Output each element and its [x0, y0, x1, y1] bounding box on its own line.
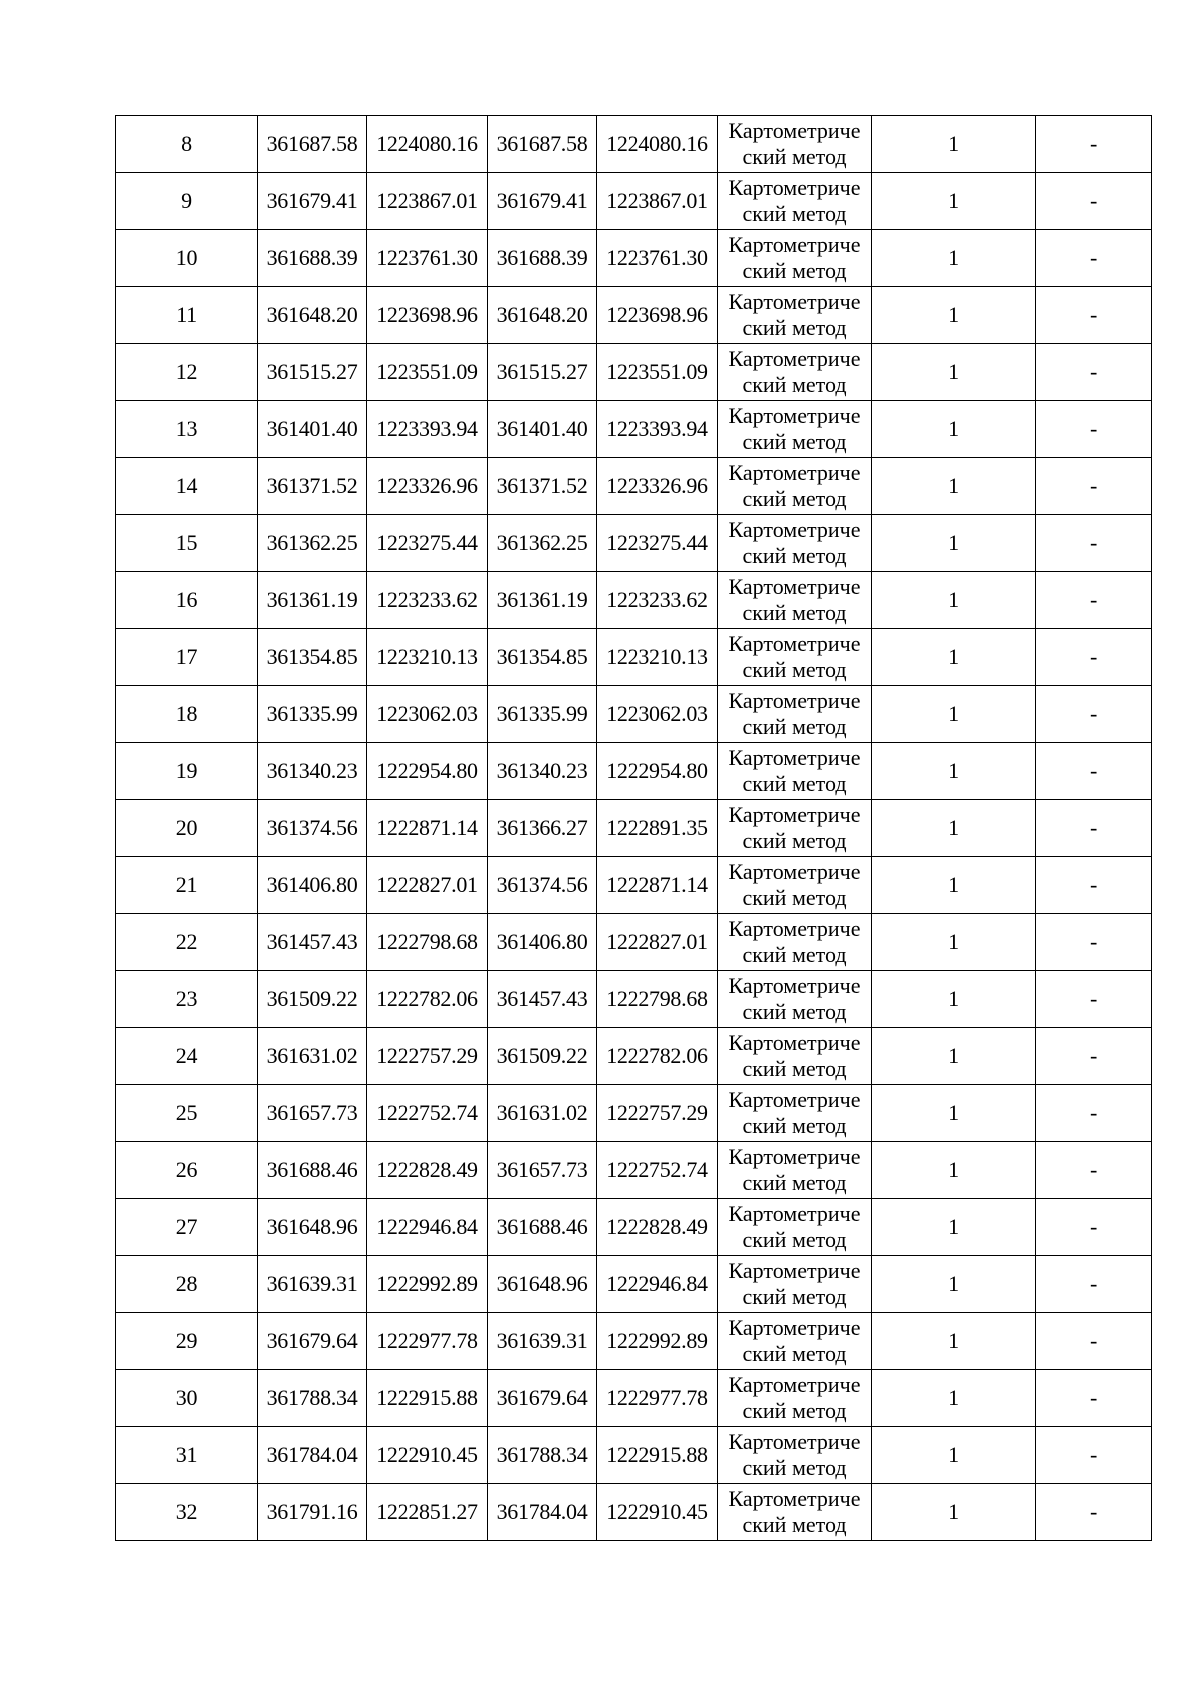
point-number-cell: 13: [116, 401, 258, 458]
note-cell: -: [1036, 629, 1152, 686]
point-number-cell: 17: [116, 629, 258, 686]
y-coordinate-previous-cell: 1222828.49: [597, 1199, 718, 1256]
note-cell: -: [1036, 116, 1152, 173]
accuracy-cell: 1: [872, 971, 1036, 1028]
method-text-line-1: Картометриче: [728, 175, 861, 200]
table-row: [116, 1427, 1152, 1484]
note-cell: -: [1036, 857, 1152, 914]
table-row: [116, 686, 1152, 743]
note-cell: -: [1036, 686, 1152, 743]
x-coordinate-cell: 361362.25: [258, 515, 367, 572]
note-cell: -: [1036, 1085, 1152, 1142]
method-text-line-1: Картометриче: [728, 1258, 861, 1283]
method-cell: [718, 629, 872, 686]
y-coordinate-cell: 1223326.96: [367, 458, 488, 515]
method-text-line-2: ский метод: [742, 1227, 847, 1252]
coordinates-table: [115, 115, 1152, 1541]
method-cell: [718, 287, 872, 344]
x-coordinate-cell: 361687.58: [258, 116, 367, 173]
x-coordinate-previous-cell: 361371.52: [488, 458, 597, 515]
x-coordinate-previous-cell: 361631.02: [488, 1085, 597, 1142]
method-text-line-2: ский метод: [742, 657, 847, 682]
method-text-line-1: Картометриче: [728, 232, 861, 257]
method-text-line-1: Картометриче: [728, 1144, 861, 1169]
y-coordinate-previous-cell: 1223551.09: [597, 344, 718, 401]
y-coordinate-previous-cell: 1222757.29: [597, 1085, 718, 1142]
method-text-line-2: ский метод: [742, 429, 847, 454]
method-text-line-2: ский метод: [742, 258, 847, 283]
y-coordinate-cell: 1222946.84: [367, 1199, 488, 1256]
accuracy-cell: 1: [872, 1427, 1036, 1484]
y-coordinate-previous-cell: 1223393.94: [597, 401, 718, 458]
accuracy-cell: 1: [872, 1370, 1036, 1427]
x-coordinate-cell: 361679.64: [258, 1313, 367, 1370]
y-coordinate-cell: 1223210.13: [367, 629, 488, 686]
method-cell: [718, 1484, 872, 1541]
point-number-cell: 25: [116, 1085, 258, 1142]
y-coordinate-cell: 1222910.45: [367, 1427, 488, 1484]
method-text-line-2: ский метод: [742, 999, 847, 1024]
x-coordinate-previous-cell: 361784.04: [488, 1484, 597, 1541]
x-coordinate-cell: 361648.96: [258, 1199, 367, 1256]
x-coordinate-previous-cell: 361688.39: [488, 230, 597, 287]
x-coordinate-previous-cell: 361401.40: [488, 401, 597, 458]
x-coordinate-previous-cell: 361687.58: [488, 116, 597, 173]
note-cell: -: [1036, 401, 1152, 458]
method-text-line-1: Картометриче: [728, 916, 861, 941]
point-number-cell: 32: [116, 1484, 258, 1541]
table-row: [116, 230, 1152, 287]
y-coordinate-previous-cell: 1223867.01: [597, 173, 718, 230]
note-cell: -: [1036, 572, 1152, 629]
y-coordinate-previous-cell: 1222946.84: [597, 1256, 718, 1313]
point-number-cell: 11: [116, 287, 258, 344]
y-coordinate-cell: 1222954.80: [367, 743, 488, 800]
table-row: [116, 173, 1152, 230]
method-cell: [718, 173, 872, 230]
method-cell: [718, 572, 872, 629]
method-cell: [718, 1370, 872, 1427]
method-text-line-1: Картометриче: [728, 1201, 861, 1226]
accuracy-cell: 1: [872, 1085, 1036, 1142]
accuracy-cell: 1: [872, 515, 1036, 572]
y-coordinate-cell: 1223393.94: [367, 401, 488, 458]
method-text-line-1: Картометриче: [728, 1315, 861, 1340]
method-text-line-1: Картометриче: [728, 460, 861, 485]
y-coordinate-cell: 1222757.29: [367, 1028, 488, 1085]
point-number-cell: 9: [116, 173, 258, 230]
x-coordinate-cell: 361515.27: [258, 344, 367, 401]
table-row: [116, 116, 1152, 173]
y-coordinate-cell: 1223551.09: [367, 344, 488, 401]
method-text-line-2: ский метод: [742, 1455, 847, 1480]
table-row: [116, 1085, 1152, 1142]
point-number-cell: 18: [116, 686, 258, 743]
point-number-cell: 24: [116, 1028, 258, 1085]
x-coordinate-cell: 361688.39: [258, 230, 367, 287]
x-coordinate-cell: 361679.41: [258, 173, 367, 230]
y-coordinate-cell: 1222782.06: [367, 971, 488, 1028]
x-coordinate-previous-cell: 361648.96: [488, 1256, 597, 1313]
point-number-cell: 22: [116, 914, 258, 971]
point-number-cell: 31: [116, 1427, 258, 1484]
y-coordinate-previous-cell: 1222915.88: [597, 1427, 718, 1484]
method-text-line-2: ский метод: [742, 828, 847, 853]
x-coordinate-previous-cell: 361354.85: [488, 629, 597, 686]
method-text-line-2: ский метод: [742, 486, 847, 511]
x-coordinate-cell: 361354.85: [258, 629, 367, 686]
y-coordinate-previous-cell: 1222782.06: [597, 1028, 718, 1085]
note-cell: -: [1036, 1427, 1152, 1484]
method-cell: [718, 1085, 872, 1142]
method-cell: [718, 1313, 872, 1370]
note-cell: -: [1036, 914, 1152, 971]
y-coordinate-previous-cell: 1223275.44: [597, 515, 718, 572]
method-cell: [718, 857, 872, 914]
accuracy-cell: 1: [872, 344, 1036, 401]
method-cell: [718, 743, 872, 800]
accuracy-cell: 1: [872, 230, 1036, 287]
y-coordinate-cell: 1222828.49: [367, 1142, 488, 1199]
y-coordinate-previous-cell: 1223233.62: [597, 572, 718, 629]
y-coordinate-previous-cell: 1223326.96: [597, 458, 718, 515]
table-row: [116, 287, 1152, 344]
method-cell: [718, 344, 872, 401]
note-cell: -: [1036, 1256, 1152, 1313]
accuracy-cell: 1: [872, 743, 1036, 800]
x-coordinate-cell: 361361.19: [258, 572, 367, 629]
y-coordinate-cell: 1222798.68: [367, 914, 488, 971]
y-coordinate-previous-cell: 1222977.78: [597, 1370, 718, 1427]
accuracy-cell: 1: [872, 173, 1036, 230]
y-coordinate-previous-cell: 1223062.03: [597, 686, 718, 743]
x-coordinate-cell: 361648.20: [258, 287, 367, 344]
note-cell: -: [1036, 971, 1152, 1028]
accuracy-cell: 1: [872, 857, 1036, 914]
accuracy-cell: 1: [872, 287, 1036, 344]
accuracy-cell: 1: [872, 1199, 1036, 1256]
table-row: [116, 344, 1152, 401]
method-text-line-1: Картометриче: [728, 1429, 861, 1454]
y-coordinate-cell: 1222977.78: [367, 1313, 488, 1370]
y-coordinate-cell: 1223698.96: [367, 287, 488, 344]
note-cell: -: [1036, 1370, 1152, 1427]
x-coordinate-cell: 361791.16: [258, 1484, 367, 1541]
note-cell: -: [1036, 1142, 1152, 1199]
table-row: [116, 401, 1152, 458]
method-text-line-1: Картометриче: [728, 688, 861, 713]
method-text-line-2: ский метод: [742, 1284, 847, 1309]
note-cell: -: [1036, 287, 1152, 344]
x-coordinate-previous-cell: 361648.20: [488, 287, 597, 344]
note-cell: -: [1036, 515, 1152, 572]
y-coordinate-cell: 1222851.27: [367, 1484, 488, 1541]
x-coordinate-previous-cell: 361515.27: [488, 344, 597, 401]
accuracy-cell: 1: [872, 401, 1036, 458]
method-cell: [718, 1142, 872, 1199]
y-coordinate-cell: 1222827.01: [367, 857, 488, 914]
method-text-line-2: ский метод: [742, 1512, 847, 1537]
x-coordinate-previous-cell: 361788.34: [488, 1427, 597, 1484]
note-cell: -: [1036, 173, 1152, 230]
x-coordinate-cell: 361406.80: [258, 857, 367, 914]
y-coordinate-previous-cell: 1222992.89: [597, 1313, 718, 1370]
x-coordinate-previous-cell: 361361.19: [488, 572, 597, 629]
x-coordinate-previous-cell: 361457.43: [488, 971, 597, 1028]
y-coordinate-previous-cell: 1222798.68: [597, 971, 718, 1028]
x-coordinate-previous-cell: 361406.80: [488, 914, 597, 971]
note-cell: -: [1036, 1484, 1152, 1541]
method-cell: [718, 1199, 872, 1256]
x-coordinate-cell: 361509.22: [258, 971, 367, 1028]
note-cell: -: [1036, 800, 1152, 857]
y-coordinate-cell: 1222871.14: [367, 800, 488, 857]
y-coordinate-cell: 1222752.74: [367, 1085, 488, 1142]
table-row: [116, 1142, 1152, 1199]
table-row: [116, 572, 1152, 629]
y-coordinate-cell: 1223867.01: [367, 173, 488, 230]
method-cell: [718, 1427, 872, 1484]
method-text-line-2: ский метод: [742, 942, 847, 967]
method-text-line-2: ский метод: [742, 714, 847, 739]
y-coordinate-previous-cell: 1222910.45: [597, 1484, 718, 1541]
table-row: [116, 1028, 1152, 1085]
x-coordinate-cell: 361371.52: [258, 458, 367, 515]
note-cell: -: [1036, 458, 1152, 515]
method-text-line-1: Картометриче: [728, 1087, 861, 1112]
accuracy-cell: 1: [872, 914, 1036, 971]
method-cell: [718, 230, 872, 287]
note-cell: -: [1036, 230, 1152, 287]
accuracy-cell: 1: [872, 572, 1036, 629]
method-text-line-2: ский метод: [742, 315, 847, 340]
point-number-cell: 30: [116, 1370, 258, 1427]
table-row: [116, 1199, 1152, 1256]
y-coordinate-previous-cell: 1224080.16: [597, 116, 718, 173]
x-coordinate-previous-cell: 361340.23: [488, 743, 597, 800]
note-cell: -: [1036, 1313, 1152, 1370]
method-text-line-2: ский метод: [742, 1341, 847, 1366]
point-number-cell: 23: [116, 971, 258, 1028]
method-cell: [718, 800, 872, 857]
table-row: [116, 1484, 1152, 1541]
y-coordinate-previous-cell: 1222752.74: [597, 1142, 718, 1199]
y-coordinate-previous-cell: 1223698.96: [597, 287, 718, 344]
table-body: [116, 116, 1152, 1541]
point-number-cell: 21: [116, 857, 258, 914]
point-number-cell: 16: [116, 572, 258, 629]
point-number-cell: 15: [116, 515, 258, 572]
x-coordinate-cell: 361657.73: [258, 1085, 367, 1142]
table-row: [116, 800, 1152, 857]
y-coordinate-cell: 1224080.16: [367, 116, 488, 173]
accuracy-cell: 1: [872, 629, 1036, 686]
note-cell: -: [1036, 743, 1152, 800]
point-number-cell: 29: [116, 1313, 258, 1370]
point-number-cell: 14: [116, 458, 258, 515]
x-coordinate-cell: 361788.34: [258, 1370, 367, 1427]
note-cell: -: [1036, 344, 1152, 401]
point-number-cell: 20: [116, 800, 258, 857]
x-coordinate-cell: 361784.04: [258, 1427, 367, 1484]
method-text-line-1: Картометриче: [728, 1030, 861, 1055]
method-cell: [718, 1256, 872, 1313]
y-coordinate-previous-cell: 1222891.35: [597, 800, 718, 857]
x-coordinate-cell: 361340.23: [258, 743, 367, 800]
x-coordinate-cell: 361457.43: [258, 914, 367, 971]
method-text-line-2: ский метод: [742, 1170, 847, 1195]
accuracy-cell: 1: [872, 1484, 1036, 1541]
method-cell: [718, 1028, 872, 1085]
method-text-line-2: ский метод: [742, 1113, 847, 1138]
y-coordinate-previous-cell: 1223761.30: [597, 230, 718, 287]
point-number-cell: 8: [116, 116, 258, 173]
accuracy-cell: 1: [872, 458, 1036, 515]
accuracy-cell: 1: [872, 1313, 1036, 1370]
x-coordinate-cell: 361374.56: [258, 800, 367, 857]
table-row: [116, 1370, 1152, 1427]
method-text-line-2: ский метод: [742, 201, 847, 226]
note-cell: -: [1036, 1199, 1152, 1256]
y-coordinate-previous-cell: 1222954.80: [597, 743, 718, 800]
method-text-line-2: ский метод: [742, 771, 847, 796]
method-text-line-2: ский метод: [742, 600, 847, 625]
method-text-line-1: Картометриче: [728, 1372, 861, 1397]
method-cell: [718, 515, 872, 572]
table-row: [116, 743, 1152, 800]
method-cell: [718, 686, 872, 743]
method-cell: [718, 116, 872, 173]
table-row: [116, 971, 1152, 1028]
point-number-cell: 28: [116, 1256, 258, 1313]
method-text-line-1: Картометриче: [728, 631, 861, 656]
x-coordinate-previous-cell: 361679.41: [488, 173, 597, 230]
x-coordinate-previous-cell: 361374.56: [488, 857, 597, 914]
accuracy-cell: 1: [872, 1028, 1036, 1085]
point-number-cell: 10: [116, 230, 258, 287]
table-row: [116, 914, 1152, 971]
method-text-line-2: ский метод: [742, 144, 847, 169]
y-coordinate-cell: 1222992.89: [367, 1256, 488, 1313]
table-row: [116, 629, 1152, 686]
x-coordinate-previous-cell: 361688.46: [488, 1199, 597, 1256]
y-coordinate-cell: 1223761.30: [367, 230, 488, 287]
table-row: [116, 1313, 1152, 1370]
table-row: [116, 857, 1152, 914]
note-cell: -: [1036, 1028, 1152, 1085]
x-coordinate-previous-cell: 361657.73: [488, 1142, 597, 1199]
method-text-line-1: Картометриче: [728, 802, 861, 827]
x-coordinate-previous-cell: 361366.27: [488, 800, 597, 857]
table-row: [116, 515, 1152, 572]
method-cell: [718, 401, 872, 458]
method-text-line-1: Картометриче: [728, 859, 861, 884]
accuracy-cell: 1: [872, 1142, 1036, 1199]
x-coordinate-previous-cell: 361679.64: [488, 1370, 597, 1427]
point-number-cell: 27: [116, 1199, 258, 1256]
x-coordinate-previous-cell: 361639.31: [488, 1313, 597, 1370]
x-coordinate-cell: 361639.31: [258, 1256, 367, 1313]
x-coordinate-cell: 361631.02: [258, 1028, 367, 1085]
method-text-line-2: ский метод: [742, 1056, 847, 1081]
accuracy-cell: 1: [872, 116, 1036, 173]
x-coordinate-previous-cell: 361335.99: [488, 686, 597, 743]
method-text-line-2: ский метод: [742, 372, 847, 397]
y-coordinate-cell: 1223275.44: [367, 515, 488, 572]
method-cell: [718, 971, 872, 1028]
method-text-line-1: Картометриче: [728, 973, 861, 998]
point-number-cell: 26: [116, 1142, 258, 1199]
method-text-line-1: Картометриче: [728, 118, 861, 143]
x-coordinate-cell: 361401.40: [258, 401, 367, 458]
method-text-line-2: ский метод: [742, 543, 847, 568]
method-text-line-1: Картометриче: [728, 403, 861, 428]
x-coordinate-cell: 361335.99: [258, 686, 367, 743]
accuracy-cell: 1: [872, 686, 1036, 743]
accuracy-cell: 1: [872, 1256, 1036, 1313]
method-text-line-1: Картометриче: [728, 289, 861, 314]
y-coordinate-previous-cell: 1222827.01: [597, 914, 718, 971]
x-coordinate-previous-cell: 361509.22: [488, 1028, 597, 1085]
method-cell: [718, 914, 872, 971]
method-text-line-1: Картометриче: [728, 346, 861, 371]
point-number-cell: 12: [116, 344, 258, 401]
point-number-cell: 19: [116, 743, 258, 800]
x-coordinate-cell: 361688.46: [258, 1142, 367, 1199]
method-text-line-1: Картометриче: [728, 745, 861, 770]
method-text-line-2: ский метод: [742, 885, 847, 910]
table-row: [116, 458, 1152, 515]
table-row: [116, 1256, 1152, 1313]
method-text-line-1: Картометриче: [728, 517, 861, 542]
method-cell: [718, 458, 872, 515]
method-text-line-1: Картометриче: [728, 1486, 861, 1511]
x-coordinate-previous-cell: 361362.25: [488, 515, 597, 572]
method-text-line-1: Картометриче: [728, 574, 861, 599]
method-text-line-2: ский метод: [742, 1398, 847, 1423]
y-coordinate-previous-cell: 1223210.13: [597, 629, 718, 686]
y-coordinate-cell: 1222915.88: [367, 1370, 488, 1427]
accuracy-cell: 1: [872, 800, 1036, 857]
y-coordinate-cell: 1223062.03: [367, 686, 488, 743]
y-coordinate-previous-cell: 1222871.14: [597, 857, 718, 914]
y-coordinate-cell: 1223233.62: [367, 572, 488, 629]
